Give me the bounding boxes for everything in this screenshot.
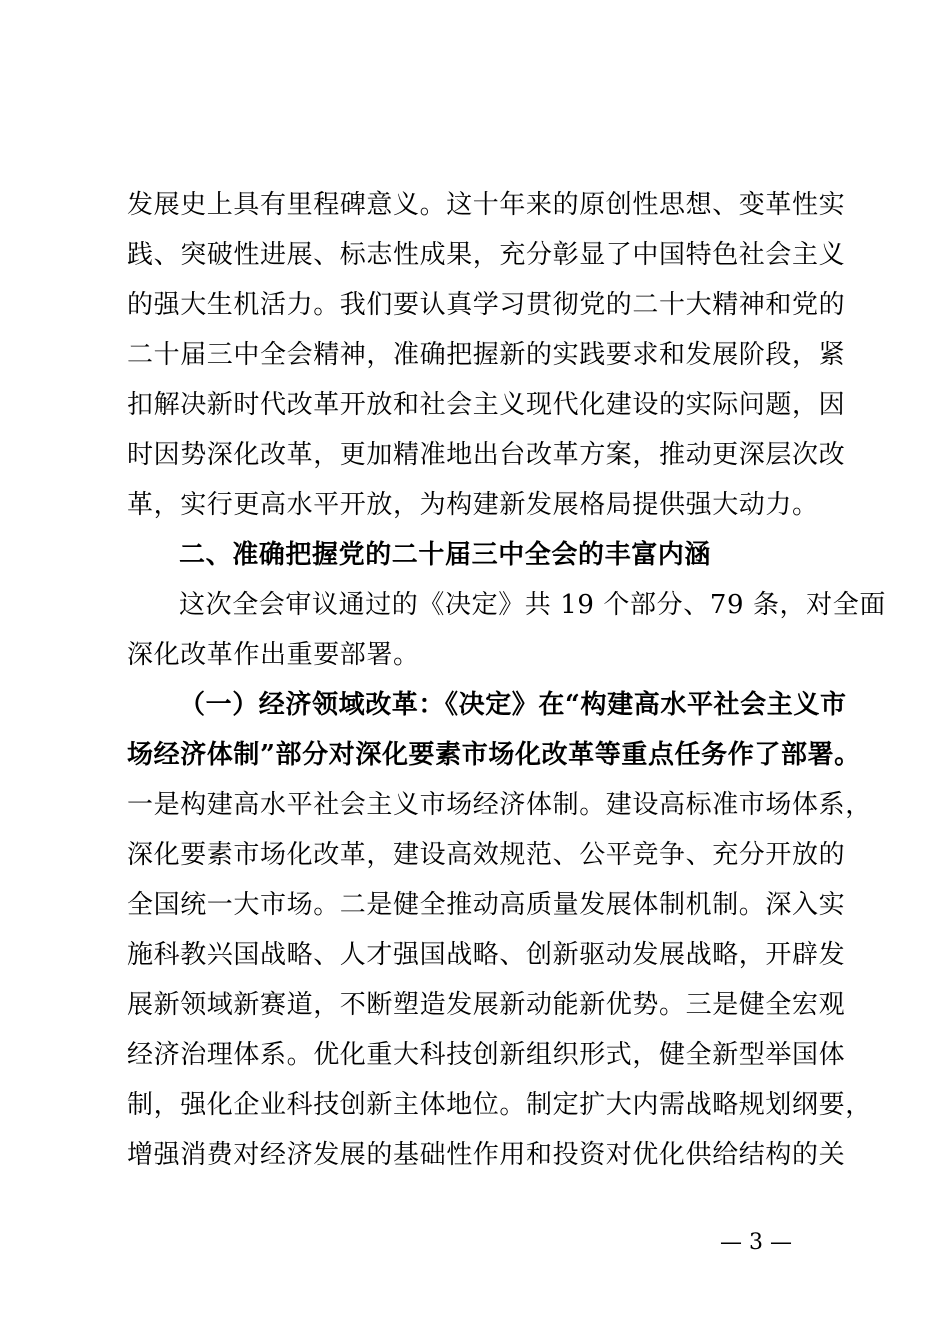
subsection-heading: （一）经济领域改革：《决定》在“构建高水平社会主义市 (179, 690, 847, 720)
body-line: 的强大生机活力。我们要认真学习贯彻党的二十大精神和党的 (127, 290, 846, 320)
body-line: 发展史上具有里程碑意义。这十年来的原创性思想、变革性实 (127, 190, 846, 220)
body-line: 革，实行更高水平开放，为构建新发展格局提供强大动力。 (127, 490, 819, 520)
body-line: 深化要素市场化改革，建设高效规范、公平竞争、充分开放的 (127, 840, 846, 870)
body-line: 时因势深化改革，更加精准地出台改革方案，推动更深层次改 (127, 440, 846, 470)
body-line: 增强消费对经济发展的基础性作用和投资对优化供给结构的关 (127, 1140, 846, 1170)
body-line: 施科教兴国战略、人才强国战略、创新驱动发展战略，开辟发 (127, 940, 846, 970)
subsection-heading-continued: 场经济体制”部分对深化要素市场化改革等重点任务作了部署。 (127, 740, 861, 770)
section-heading: 二、准确把握党的二十届三中全会的丰富内涵 (179, 540, 712, 570)
body-line: 深化改革作出重要部署。 (127, 640, 420, 670)
body-line: 经济治理体系。优化重大科技创新组织形式，健全新型举国体 (127, 1040, 846, 1070)
body-line: 展新领域新赛道，不断塑造发展新动能新优势。三是健全宏观 (127, 990, 846, 1020)
body-line: 一是构建高水平社会主义市场经济体制。建设高标准市场体系， (127, 790, 872, 820)
body-line: 扣解决新时代改革开放和社会主义现代化建设的实际问题，因 (127, 390, 846, 420)
body-line: 制，强化企业科技创新主体地位。制定扩大内需战略规划纲要， (127, 1090, 872, 1120)
body-line: 践、突破性进展、标志性成果，充分彰显了中国特色社会主义 (127, 240, 846, 270)
page-number: — 3 — (720, 1230, 792, 1255)
body-line: 这次全会审议通过的《决定》共 19 个部分、79 条，对全面 (179, 590, 886, 620)
body-line: 二十届三中全会精神，准确把握新的实践要求和发展阶段，紧 (127, 340, 846, 370)
body-line: 全国统一大市场。二是健全推动高质量发展体制机制。深入实 (127, 890, 846, 920)
